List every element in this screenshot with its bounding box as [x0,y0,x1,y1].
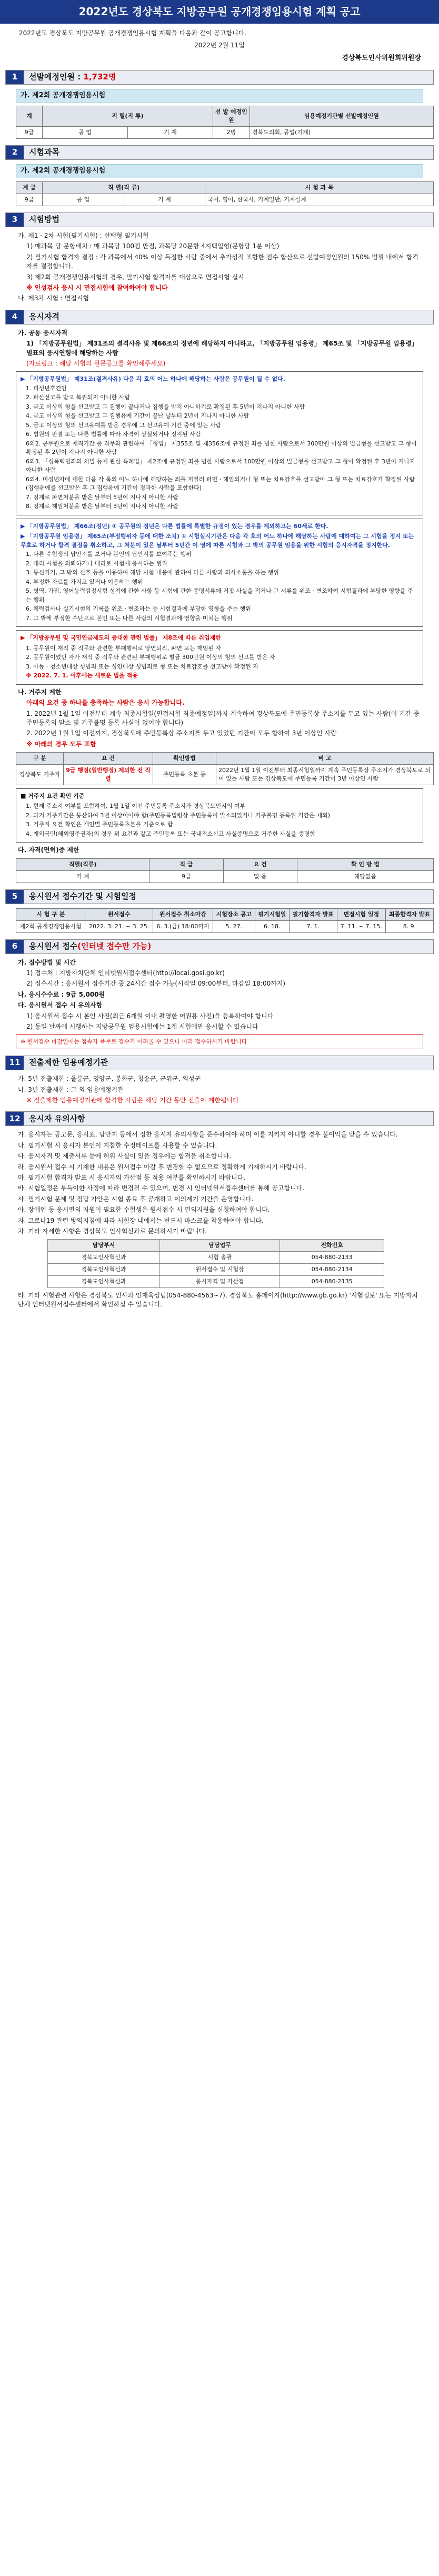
section-11-header: 11 전출제한 임용예정기관 [5,1056,434,1070]
employment-restriction-box: ▶ 「지방공무원 및 국민연금제도의 중대한 관련 법률」 제8조에 따른 취업제한 1. 공무원이 재직 중 직무와 관련한 부패행위로 당연퇴직, 파면 또는 해임된 자 2. 공무원이었던 자가 재직 중 직무와 관련된 부패행위로 벌금 300만원 이상의 형의 선고를 받은 자 3. 아동 · 청소년대상 성범죄 또는 성인대상 성범죄로 형 또는 치료감호를 선고받아 확정된 자 ※ 2022. 7. 1. 이후에는 새로운 법을 적용 [16,630,423,685]
section-6-header: 6 응시원서 접수 (인터넷 접수만 가능) [5,939,434,954]
table-header: 선 발 예정인원 [213,106,250,127]
section-2-header: 2 시험과목 [5,145,434,160]
misconduct-box: ▶ 「지방공무원법」 제66조(정년) ① 공무원의 정년은 다른 법률에 특별한 규정이 있는 경우를 제외하고는 60세로 한다. ▶ 「지방공무원 임용령」 제65조(부정행위자 등에 대한 조치) ① 시험실시기관은 다음 각 호의 어느 하나에 해당하는 사람에 대하여는 그 시험을 정지 또는 무효로 하거나 합격 결정을 취소하고, 그 처분이 있은 날부터 5년간 이 영에 따른 시험과 그 밖의 공무원 임용을 위한 시험의 응시자격을 정지한다. 1. 다른 수험생의 답안지를 보거나 본인의 답안지를 보여주는 행위 2. 대리 시험을 의뢰하거나 대리로 시험에 응시하는 행위 3. 통신기기, 그 밖의 신호 등을 이용하여 해당 시험 내용에 관하여 다른 사람과 의사소통을 하는 행위 4. 부정한 자료를 가지고 있거나 이용하는 행위 5. 병역, 가점, 영어능력검정시험 성적에 관한 사항 등 시험에 관한 증명서류에 거짓 사실을 적거나 그 서류를 위조 · 변조하여 시험결과에 부당한 영향을 주는 행위 6. 체력검사나 실기시험의 기록을 위조 · 변조하는 등 시험결과에 부당한 영향을 주는 행위 7. 그 밖에 부정한 수단으로 본인 또는 다른 사람의 시험결과에 영향을 미치는 행위 [16,519,423,627]
license-table: 직렬(직류) 직 급 요 건 확 인 방 법 기 계 9급 없 음 해당없음 [16,858,434,883]
section-12-header: 12 응시자 유의사항 [5,1111,434,1126]
sub-heading: 가. 제2회 공개경쟁임용시험 [16,89,423,103]
contact-table: 담당부서 담당업무 전화번호 경북도인사혁신과 시험 총괄 054-880-2133 경북도인사혁신과 원서접수 및 시험장 054-880-2134 경북도인사혁신과 응시자격 및 가산점 054-880-2135 [47,1239,384,1288]
table-row: 경북도인사혁신과 원서접수 및 시험장 054-880-2134 [48,1264,384,1276]
table-row: 경북도인사혁신과 시험 총괄 054-880-2133 [48,1252,384,1264]
table-row: 9급 공 업 기 계 2명 경북도의회, 공업(기계) [16,127,434,139]
table-row: 기 계 9급 없 음 해당없음 [16,870,434,883]
notice-page: 2022년도 경상북도 지방공무원 공개경쟁임용시험 계획 공고 2022년도 경상북도 지방공무원 공개경쟁임용시험 계획을 다음과 같이 공고합니다. 2022년 2월 11일 경상북도인사위원회위원장 1 선발예정인원 : 1,732명 가. 제2회 공개경쟁임용시험 계 직 렬(직 류) 선 발 예정인원 임용예정기관별 선발예정인원 9급 공 업 기 계 2명 경북도의회, 공업(기계) 2 시험과목 가. 제2회 공개경쟁임용시험 계 급 직 렬(직 류) 시 험 과 목 9급 공 업 기 계 국어, 영어, 한국사, 기계일반, 기계설계 3 시험방법 가. 제1 · 2차 시험(필기시험) : 선택형 필기시험 1) 매과목 당 문항배치 : 매 과목당 100점 만점, 과목당 20문항 4지택일형(문항당 1분 이상) 2) 필기시험 합격자 결정 : 각 과목에서 40% 이상 득점한 사람 중에서 추가성적 포함한 점수 합산으로 선발예정인원의 150% 범위 내에서 합격자를 결정합니다. 3) 제2회 공개경쟁임용시험의 경우, 필기시험 합격자를 대상으로 면접시험 실시 ※ 인성검사 응시 시 면접시험에 참여하여야 합니다 나. 제3차 시험 : 면접시험 4 응시자격 가. 공통 응시자격 1) 「지방공무원법」 제31조의 결격사유 및 제66조의 정년에 해당하지 아니하고, 「지방공무원 임용령」 제65조 및 「지방공무원 임용령」 별표의 응시연령에 해당하는 사람 (자료링크 : 해당 시험의 원문공고를 확인해주세요) ▶ 「지방공무원법」 제31조(결격사유) 다음 각 호의 어느 하나에 해당하는 사람은 공무원이 될 수 없다. 1. 피성년후견인 2. 파산선고를 받고 복권되지 아니한 사람 3. 금고 이상의 형을 선고받고 그 집행이 끝나거나 집행을 받지 아니하기로 확정된 후 5년이 지나지 아니한 사람 4. 금고 이상의 형을 선고받고 그 집행유예 기간이 끝난 날부터 2년이 지나지 아니한 사람 5. 금고 이상의 형의 선고유예를 받은 경우에 그 선고유예 기간 중에 있는 사람 6. 법원의 판결 또는 다른 법률에 따라 자격이 상실되거나 정지된 사람 6의2. 공무원으로 재직기간 중 직무와 관련하여 「형법」 제355조 및 제356조에 규정된 죄를 범한 사람으로서 300만원 이상의 벌금형을 선고받고 그 형이 확정된 후 2년이 지나지 아니한 사람 6의3. 「성폭력범죄의 처벌 등에 관한 특례법」 제2조에 규정된 죄를 범한 사람으로서 100만원 이상의 벌금형을 선고받고 그 형이 확정된 후 3년이 지나지 아니한 사람 6의4. 미성년자에 대한 다음 각 목의 어느 하나에 해당하는 죄를 저질러 파면 · 해임되거나 형 또는 치료감호를 선고받아 그 형 또는 치료감호가 확정된 사람(집행유예를 선고받은 후 그 집행유예 기간이 경과한 사람을 포함한다) 7. 징계로 파면처분을 받은 날부터 5년이 지나지 아니한 사람 8. 징계로 해임처분을 받은 날부터 3년이 지나지 아니한 사람 ▶ 「지방공무원법」 제66조(정년) ① 공무원의 정년은 다른 법률에 특별한 규정이 있는 경우를 제외하고는 60세로 한다. ▶ 「지방공무원 임용령」 제65조(부정행위자 등에 대한 조치) ① 시험실시기관은 다음 각 호의 어느 하나에 해당하는 사람에 대하여는 그 시험을 정지 또는 무효로 하거나 합격 결정을 취소하고, 그 처분이 있은 날부터 5년간 이 영에 따른 시험과 그 밖의 공무원 임용을 위한 시험의 응시자격을 정지한다. 1. 다른 수험생의 답안지를 보거나 본인의 답안지를 보여주는 행위 2. 대리 시험을 의뢰하거나 대리로 시험에 응시하는 행위 3. 통신기기, 그 밖의 신호 등을 이용하여 해당 시험 내용에 관하여 다른 사람과 의사소통을 하는 행위 4. 부정한 자료를 가지고 있거나 이용하는 행위 5. 병역, 가점, 영어능력검정시험 성적에 관한 사항 등 시험에 관한 증명서류에 거짓 사실을 적거나 그 서류를 위조 · 변조하여 시험결과에 부당한 영향을 주는 행위 6. 체력검사나 실기시험의 기록을 위조 · 변조하는 등 시험결과에 부당한 영향을 주는 행위 7. 그 밖에 부정한 수단으로 본인 또는 다른 사람의 시험결과에 영향을 미치는 행위 ▶ 「지방공무원 및 국민연금제도의 중대한 관련 법률」 제8조에 따른 취업제한 1. 공무원이 재직 중 직무와 관련한 부패행위로 당연퇴직, 파면 또는 해임된 자 2. 공무원이었던 자가 재직 중 직무와 관련된 부패행위로 벌금 300만원 이상의 형의 선고를 받은 자 3. 아동 · 청소년대상 성범죄 또는 성인대상 성범죄로 형 또는 치료감호를 선고받아 확정된 자 ※ 2022. 7. 1. 이후에는 새로운 법을 적용 나. 거주지 제한 아래의 요건 중 하나를 충족하는 사람은 응시 가능합니다. 1. 2022년 1월 1일 이전부터 계속 최종시험일(면접시험 최종예정일)까지 계속하여 경상북도에 주민등록상 주소지를 두고 있는 사람(이 기간 중 주민등록의 말소 및 거주불명 등록 사실이 없어야 합니다) 2. 2022년 1월 1일 이전까지, 경상북도에 주민등록상 주소지를 두고 있었던 기간이 모두 합하여 3년 이상인 사람 ※ 아래의 경우 모두 포함 구 분 요 건 확인방법 비 고 경상북도 거주자 9급 행정(일반행정) 제외한 전 직렬 주민등록 초본 등 2022년 1월 1일 이전부터 최종시험일까지 계속 주민등록상 주소지가 경상북도로 되어 있는 사람 또는 경상북도에 주민등록 기간이 3년 이상인 사람 ■ 거주지 요건 확인 기준 1. 현재 주소지 여부를 포함하여, 1월 1일 이전 주민등록 주소지가 경상북도인지의 여부 2. 과거 거주기간은 통산하여 3년 이상이어야 함(주민등록법령상 주민등록이 말소되었거나 거주불명 등록된 기간은 제외) 3. 거주지 요건 확인은 개인별 주민등록초본을 기준으로 함 4. 재외국민(해외영주권자)의 경우 위 요건과 같고 주민등록 또는 국내거소신고 사실증명으로 거주한 사실을 증명함 다. 자격(면허)증 제한 직렬(직류) 직 급 요 건 확 인 방 법 기 계 9급 없 음 해당없음 5 응시원서 접수기간 및 시험일정 시 험 구 분 원서접수 원서접수 취소마감 시험장소 공고 필기시험일 필기합격자 발표 면접시험 일정 최종합격자 발표 제2회 공개경쟁임용시험 2022. 3. 21. ~ 3. 25. 6. 3.(금) 18:00까지 5. 27. 6. 18. 7. 1. 7. 11. ~ 7. 15. 8. 9. 6 응시원서 접수 (인터넷 접수만 가능) 가. 접수방법 및 시간 1) 접수처 : 지방자치단체 인터넷원서접수센터(http://local.gosi.go.kr) 2) 접수시간 : 응시원서 접수기간 중 24시간 접수 가능(시작일 09:00부터, 마감일 18:00까지) 나. 응시수수료 : 9급 5,000원 다. 응시원서 접수 시 유의사항 1) 응시원서 접수 시 본인 사진(최근 6개월 이내 촬영한 여권용 사진)을 등록하여야 합니다 2) 동일 날짜에 시행하는 지방공무원 임용시험에는 1개 시험에만 응시할 수 있습니다 ※ 원서접수 마감일에는 접속자 폭주로 접수가 어려울 수 있으니 미리 접수하시기 바랍니다 11 전출제한 임용예정기관 가. 5년 전출제한 : 울릉군, 영양군, 봉화군, 청송군, 군위군, 의성군 나. 3년 전출제한 : 그 외 임용예정기관 ※ 전출제한 임용예정기관에 합격한 사람은 해당 기간 동안 전출이 제한됩니다 12 응시자 유의사항 가. 응시자는 공고문, 응시표, 답안지 등에서 정한 응시자 유의사항을 준수하여야 하며 이를 지키지 아니할 경우 불이익을 받을 수 있습니다. 나. 필기시험 시 응시자 본인이 지참한 수정테이프를 사용할 수 있습니다. 다. 응시자격 및 제출서류 등에 허위 사실이 있을 경우에는 합격을 취소합니다. 라. 응시원서 접수 시 기재한 내용은 원서접수 마감 후 변경할 수 없으므로 정확하게 기재하시기 바랍니다. 마. 필기시험 합격자 발표 시 응시자의 가산점 등 적용 여부를 확인하시기 바랍니다. 바. 시험일정은 부득이한 사정에 따라 변경될 수 있으며, 변경 시 인터넷원서접수센터를 통해 공고합니다. 사. 필기시험 문제 및 정답 가안은 시험 종료 후 공개하고 이의제기 기간을 운영합니다. 아. 장애인 등 응시편의 지원이 필요한 수험생은 원서접수 시 편의지원을 신청하여야 합니다. 자. 코로나19 관련 방역지침에 따라 시험장 내에서는 반드시 마스크를 착용하여야 합니다. 차. 기타 자세한 사항은 경상북도 인사혁신과로 문의하시기 바랍니다. 담당부서 담당업무 전화번호 경북도인사혁신과 시험 총괄 054-880-2133 경북도인사혁신과 원서접수 및 시험장 054-880-2134 경북도인사혁신과 응시자격 및 가산점 054-880-2135 타. 기타 시험관련 사항은 경상북도 인사과 인재육성팀(054-880-4563~7), 경상북도 홈페이지(http://www.gb.go.kr) '시험정보' 또는 지방자치단체 인터넷원서접수센터에서 확인하실 수 있습니다. [0,0,439,1319]
warning-note: ※ 원서접수 마감일에는 접속자 폭주로 접수가 어려울 수 있으니 미리 접수하시기 바랍니다 [16,1035,423,1049]
section-3-header: 3 시험방법 [5,212,434,227]
table-row: 제2회 공개경쟁임용시험 2022. 3. 21. ~ 3. 25. 6. 3.(금) 18:00까지 5. 27. 6. 18. 7. 1. 7. 11. ~ 7. 15. 8. 9. [16,920,434,932]
table-row: 경상북도 거주자 9급 행정(일반행정) 제외한 전 직렬 주민등록 초본 등 2022년 1월 1일 이전부터 최종시험일까지 계속 주민등록상 주소지가 경상북도로 되어 있는 사람 또는 경상북도에 주민등록 기간이 3년 이상인 사람 [16,765,434,785]
sub-heading: 가. 제2회 공개경쟁임용시험 [16,164,423,178]
notice-banner: 2022년도 경상북도 지방공무원 공개경쟁임용시험 계획 공고 [0,0,439,24]
subjects-table: 계 급 직 렬(직 류) 시 험 과 목 9급 공 업 기 계 국어, 영어, 한국사, 기계일반, 기계설계 [16,181,434,206]
recruit-count: 1,732명 [83,72,116,82]
recruit-table [16,106,434,139]
section-title: 응시원서 접수 [29,941,78,951]
table-header: 직 렬(직 류) [43,106,213,127]
table-row: 9급 공 업 기 계 국어, 영어, 한국사, 기계일반, 기계설계 [16,194,434,206]
section-title: 전출제한 임용예정기관 [24,1056,433,1070]
section-1-header [5,70,434,85]
section-number: 1 [6,70,24,84]
residency-criteria-box: ■ 거주지 요건 확인 기준 1. 현재 주소지 여부를 포함하여, 1월 1일 이전 주민등록 주소지가 경상북도인지의 여부 2. 과거 거주기간은 통산하여 3년 이상이어야 함(주민등록법령상 주민등록이 말소되었거나 거주불명 등록된 기간은 제외) 3. 거주지 요건 확인은 개인별 주민등록초본을 기준으로 함 4. 재외국민(해외영주권자)의 경우 위 요건과 같고 주민등록 또는 국내거소신고 사실증명으로 거주한 사실을 증명함 [16,788,423,843]
issuing-agency: 경상북도인사위원회위원장 [342,54,421,62]
notice-date: 2022년 2월 11일 [194,42,245,49]
table-row: 경북도인사혁신과 응시자격 및 가산점 054-880-2135 [48,1276,384,1288]
section-title: 시험과목 [24,146,433,159]
warning-note: ※ 인성검사 응시 시 면접시험에 참여하여야 합니다 [26,283,168,291]
schedule-table: 시 험 구 분 원서접수 원서접수 취소마감 시험장소 공고 필기시험일 필기합격자 발표 면접시험 일정 최종합격자 발표 제2회 공개경쟁임용시험 2022. 3. 21. ~ 3. 25. 6. 3.(금) 18:00까지 5. 27. 6. 18. 7. 1. 7. 11. ~ 7. 15. 8. 9. [16,908,434,933]
section-title: 시험방법 [24,213,433,227]
footer-note: 타. 기타 시험관련 사항은 경상북도 인사과 인재육성팀(054-880-4563~7), 경상북도 홈페이지(http://www.gb.go.kr) '시험정보' 또는 지방자치단체 인터넷원서접수센터에서 확인하실 수 있습니다. [18,1292,418,1309]
section-title: 응시원서 접수기간 및 시험일정 [24,890,433,904]
section-title: 응시자격 [24,310,433,324]
section-5-header: 5 응시원서 접수기간 및 시험일정 [5,889,434,904]
section-4-header: 4 응시자격 [5,310,434,324]
intro-text: 2022년도 경상북도 지방공무원 공개경쟁임용시험 계획을 다음과 같이 공고합니다. [19,29,247,37]
residency-table: 구 분 요 건 확인방법 비 고 경상북도 거주자 9급 행정(일반행정) 제외한 전 직렬 주민등록 초본 등 2022년 1월 1일 이전부터 최종시험일까지 계속 주민등록상 주소지가 경상북도로 되어 있는 사람 또는 경상북도에 주민등록 기간이 3년 이상인 사람 [16,752,434,785]
section-title: 선발예정인원 : [29,72,81,82]
table-header: 임용예정기관별 선발예정인원 [250,106,433,127]
table-header: 계 [16,106,43,127]
disqualification-box: ▶ 「지방공무원법」 제31조(결격사유) 다음 각 호의 어느 하나에 해당하는 사람은 공무원이 될 수 없다. 1. 피성년후견인 2. 파산선고를 받고 복권되지 아니한 사람 3. 금고 이상의 형을 선고받고 그 집행이 끝나거나 집행을 받지 아니하기로 확정된 후 5년이 지나지 아니한 사람 4. 금고 이상의 형을 선고받고 그 집행유예 기간이 끝난 날부터 2년이 지나지 아니한 사람 5. 금고 이상의 형의 선고유예를 받은 경우에 그 선고유예 기간 중에 있는 사람 6. 법원의 판결 또는 다른 법률에 따라 자격이 상실되거나 정지된 사람 6의2. 공무원으로 재직기간 중 직무와 관련하여 「형법」 제355조 및 제356조에 규정된 죄를 범한 사람으로서 300만원 이상의 벌금형을 선고받고 그 형이 확정된 후 2년이 지나지 아니한 사람 6의3. 「성폭력범죄의 처벌 등에 관한 특례법」 제2조에 규정된 죄를 범한 사람으로서 100만원 이상의 벌금형을 선고받고 그 형이 확정된 후 3년이 지나지 아니한 사람 6의4. 미성년자에 대한 다음 각 목의 어느 하나에 해당하는 죄를 저질러 파면 · 해임되거나 형 또는 치료감호를 선고받아 그 형 또는 치료감호가 확정된 사람(집행유예를 선고받은 후 그 집행유예 기간이 경과한 사람을 포함한다) 7. 징계로 파면처분을 받은 날부터 5년이 지나지 아니한 사람 8. 징계로 해임처분을 받은 날부터 3년이 지나지 아니한 사람 [16,371,423,515]
section-title: 응시자 유의사항 [24,1112,433,1125]
